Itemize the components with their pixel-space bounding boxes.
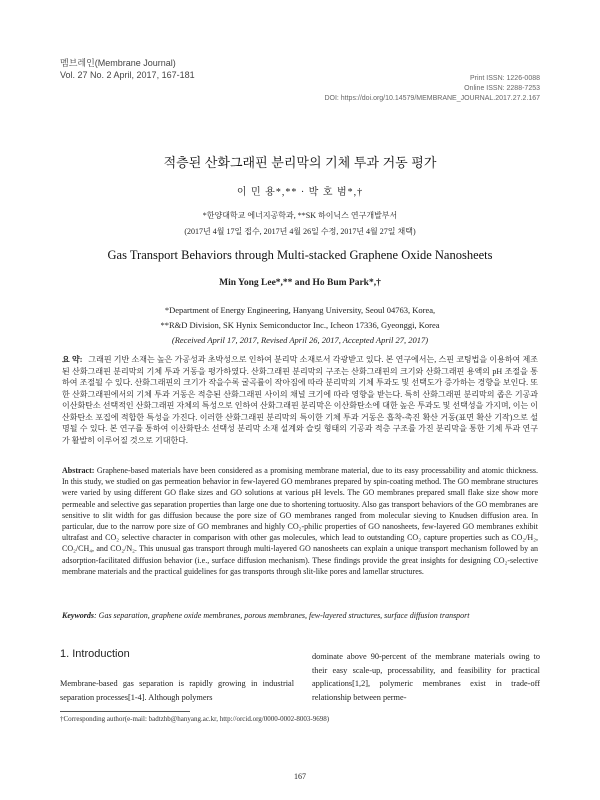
korean-abstract-text: 그래핀 기반 소재는 높은 가공성과 초박성으로 인하여 분리막 소재로서 각광받고 있다. 본 연구에서는, 스핀 코팅법을 이용하여 제조된 산화그래핀 분리막의 기체 투과 거동을 평가하였다. 산화그래핀 분리막의 구조는 산화그래핀의 크기와 산화그래핀 용액의 pH 조절을 통하여 조절될 수 있다. 산화그래핀의 크기가 작을수록 굴곡률이 작아짐에 따라 분리막의 기체 투과도 및 선택도가 증가하는 경향을 보인다. 또한 산화그래핀에서의 기체 투과 거동은 적층된 산화그래핀 사이의 채널 크기에 따라 영향을 받는다. 특히 산화그래핀 분리막의 좁은 기공과 이산화탄소 선택적인 산화그래핀 자체의 특성으로 인하여 산화그래핀 분리막은 이산화탄소에 대한 높은 투과도 및 선택성을 가지며, 이는 이산화탄소 포집에 적합한 특성을 가진다. 이러한 산화그래핀 분리막의 특이한 기체 투과 거동은 흡착-촉진 확산 거동(표면 확산 기작)으로 설명될 수 있다. 본 연구를 통하여 이산화탄소 선택성 분리막 소재 설계와 슬릿 형태의 기공과 적층 구조를 가진 분리막을 통한 기체 투과 연구가 활발히 이루어질 것으로 기대한다. xyxy=(62,355,538,445)
korean-abstract-label: 요 약: xyxy=(62,355,83,364)
english-abstract-text: Graphene-based materials have been considered as a promising membrane material, due to its easy processability and atomic thickness. In this study, we studied on gas permeation behavior in few-layered GO membranes prepared by spin-coating method. The GO membrane structures were varied by using different GO flake sizes and GO solutions at various pH levels. The GO membranes prepared small flake size show more permeable and selective gas separation properties than large one due to shortening tortuosity. Also gas transport behaviors of the GO membranes are sensitive to slit width for gas diffusion because the pore size of GO membranes ranged from molecular sieving to Knudsen diffusion area. In particular, due to the narrow pore size of GO membranes and highly CO₂-philic properties of GO nanosheets, few-layered GO membranes exhibit ultrafast and CO₂ selective character in comparison with other gas molecules, which lead to outstanding CO₂ capture properties such as CO₂/H₂, CO₂/CH₄, and CO₂/N₂. This unusual gas transport through multi-layered GO nanosheets can explain a unique transport mechanism followed by an adsorption-facilitated diffusion behavior (i.e., surface diffusion mechanism). These findings provide the great insights for designing CO₂-selective membrane materials and the practical guidelines for gas transports through slit-like pores and lamellar structures. xyxy=(62,466,539,576)
korean-affiliation: *한양대학교 에너지공학과, **SK 하이닉스 연구개발부서 xyxy=(202,211,398,220)
english-abstract-label: Abstract: xyxy=(62,466,95,475)
english-authors: Min Yong Lee*,** and Ho Bum Park*,† xyxy=(219,278,381,288)
english-affiliation-2: **R&D Division, SK Hynix Semiconductor Inc., Icheon 17336, Gyeonggi, Korea xyxy=(160,320,440,330)
journal-volume-info: Vol. 27 No. 2 April, 2017, 167-181 xyxy=(60,70,195,80)
keywords xyxy=(62,610,538,621)
footnote-divider xyxy=(60,711,190,712)
section-heading: 1. Introduction xyxy=(60,648,130,660)
korean-authors: 이 민 용*,** · 박 호 범*,† xyxy=(236,187,364,198)
english-affiliation-1: *Department of Energy Engineering, Hanyang University, Seoul 04763, Korea, xyxy=(164,305,436,315)
english-title: Gas Transport Behaviors through Multi-stacked Graphene Oxide Nanosheets xyxy=(107,248,493,262)
corresponding-author-footnote: †Corresponding author(e-mail: badtzhb@hanyang.ac.kr, http://orcid.org/0000-0002-8003-9698) xyxy=(60,715,330,723)
body-column-left: Membrane-based gas separation is rapidly growing in industrial separation processes[1-4]. Although polymers xyxy=(60,679,294,702)
journal-name: 멤브레인(Membrane Journal) xyxy=(60,58,176,68)
korean-dates: (2017년 4월 17일 접수, 2017년 4월 26일 수정, 2017년 4월 27일 채택) xyxy=(184,227,416,236)
doi-link[interactable]: DOI: https://doi.org/10.14579/MEMBRANE_JOURNAL.2017.27.2.167 xyxy=(324,95,540,102)
issn-block xyxy=(324,74,540,104)
keywords-label: Keywords xyxy=(62,611,94,620)
page-number: 167 xyxy=(294,772,306,781)
print-issn: Print ISSN: 1226-0088 xyxy=(469,75,540,82)
online-issn: Online ISSN: 2288-7253 xyxy=(464,85,540,92)
keywords-text: : Gas separation, graphene oxide membranes, porous membranes, few-layered structures, surface diffusion transport xyxy=(94,611,470,620)
body-column-right: dominate above 90-percent of the membrane materials owing to their easy scale-up, processability, and feasibility for practical applications[1,2], polymeric membranes exist in trade-off relationship between perme- xyxy=(312,652,540,702)
english-abstract xyxy=(62,465,538,577)
korean-title: 적층된 산화그래핀 분리막의 기체 투과 거동 평가 xyxy=(163,155,437,170)
english-dates: (Received April 17, 2017, Revised April 26, 2017, Accepted April 27, 2017) xyxy=(171,335,429,345)
korean-abstract xyxy=(62,354,538,446)
